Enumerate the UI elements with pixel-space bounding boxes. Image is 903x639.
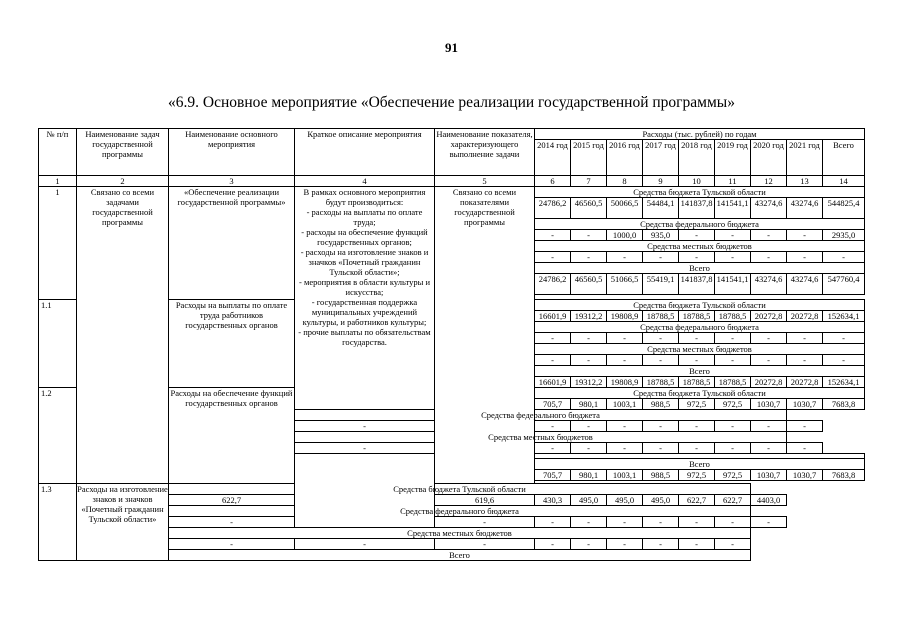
description-line-1: В рамках основного мероприятия будут производиться: [303, 187, 426, 207]
page-number: 91 [445, 40, 458, 55]
header-year-1: 2014 год [535, 140, 571, 176]
value-cell: 20272,8 [787, 377, 823, 388]
value-cell: 7683,8 [823, 470, 865, 481]
value-cell: - [571, 355, 607, 366]
value-cell: - [535, 539, 571, 550]
value-cell: - [435, 517, 535, 528]
value-cell: - [571, 421, 607, 432]
value-cell: - [607, 421, 643, 432]
value-cell: 18788,5 [643, 311, 679, 322]
header-year-2: 2015 год [571, 140, 607, 176]
value-cell: - [679, 230, 715, 241]
row-1-description [295, 187, 435, 410]
value-cell: 54484,1 [643, 198, 679, 219]
description-line-4: - расходы на изготовление знаков и значков «Почетный гражданин Тульской области»; [300, 247, 429, 277]
column-number-1: 1 [39, 176, 77, 187]
value-cell: 19312,2 [571, 377, 607, 388]
header-year-3: 2016 год [607, 140, 643, 176]
header-indicator: Наименование показателя, характеризующего выполнение задачи [435, 129, 535, 176]
column-number-7: 7 [571, 176, 607, 187]
value-cell: - [295, 421, 435, 432]
value-cell: 152634,1 [823, 377, 865, 388]
value-cell: 705,7 [535, 470, 571, 481]
value-cell: - [679, 443, 715, 454]
value-cell: - [715, 252, 751, 263]
row-1-indicator: Связано со всеми показателями государственной программы [435, 187, 535, 484]
value-cell: 430,3 [535, 495, 571, 506]
row-1-3-source-federal: Средства федерального бюджета [169, 506, 751, 517]
row-1-1-measure: Расходы на выплаты по оплате труда работников государственных органов [169, 300, 295, 388]
value-cell: - [751, 333, 787, 344]
value-cell: 19808,9 [607, 311, 643, 322]
row-1-2-source-local: Средства местных бюджетов [295, 432, 787, 443]
value-cell: 1030,7 [751, 399, 787, 410]
row-1-3-num: 1.3 [39, 484, 77, 561]
description-line-3: - расходы на обеспечение функций государственных органов; [301, 227, 428, 247]
value-cell: - [435, 539, 535, 550]
value-cell: 141541,1 [715, 198, 751, 219]
value-cell: - [787, 421, 823, 432]
value-cell: - [607, 355, 643, 366]
value-cell: - [571, 517, 607, 528]
value-cell: 972,5 [715, 470, 751, 481]
description-line-6: - государственная поддержка муниципальных учреждений культуры, и работников культуры; [302, 297, 427, 327]
value-cell: - [787, 230, 823, 241]
value-cell: - [679, 539, 715, 550]
header-year-4: 2017 год [643, 140, 679, 176]
value-cell: - [787, 333, 823, 344]
row-1-total-label: Всего [535, 263, 865, 274]
value-cell: 46560,5 [571, 198, 607, 219]
value-cell: - [751, 517, 787, 528]
header-year-7: 2020 год [751, 140, 787, 176]
value-cell: - [715, 443, 751, 454]
column-number-10: 10 [679, 176, 715, 187]
value-cell: 43274,6 [787, 274, 823, 295]
value-cell: - [751, 421, 787, 432]
row-1-1-num: 1.1 [39, 300, 77, 388]
row-1-task: Связано со всеми задачами государственной программы [77, 187, 169, 484]
value-cell: - [823, 355, 865, 366]
value-cell: - [715, 230, 751, 241]
value-cell: 18788,5 [679, 377, 715, 388]
value-cell: - [787, 355, 823, 366]
value-cell: 19312,2 [571, 311, 607, 322]
value-cell: - [535, 355, 571, 366]
value-cell: 152634,1 [823, 311, 865, 322]
value-cell: - [643, 333, 679, 344]
value-cell: 141541,1 [715, 274, 751, 295]
value-cell: - [535, 252, 571, 263]
value-cell: 141837,8 [679, 274, 715, 295]
value-cell: - [535, 443, 571, 454]
value-cell: - [823, 333, 865, 344]
value-cell: - [295, 539, 435, 550]
value-cell: 619,6 [435, 495, 535, 506]
row-1-1-source-federal: Средства федерального бюджета [535, 322, 865, 333]
row-1-source-regional: Средства бюджета Тульской области [535, 187, 865, 198]
value-cell: 495,0 [643, 495, 679, 506]
header-description: Краткое описание мероприятия [295, 129, 435, 176]
value-cell: - [607, 539, 643, 550]
value-cell: - [715, 355, 751, 366]
header-year-5: 2018 год [679, 140, 715, 176]
value-cell: 980,1 [571, 399, 607, 410]
value-cell: - [571, 230, 607, 241]
column-number-5: 5 [435, 176, 535, 187]
value-cell: 16601,9 [535, 311, 571, 322]
row-1-measure: «Обеспечение реализации государственной программы» [169, 187, 295, 300]
value-cell: 622,7 [679, 495, 715, 506]
row-1-num: 1 [39, 187, 77, 300]
value-cell: 622,7 [169, 495, 295, 506]
value-cell: 622,7 [715, 495, 751, 506]
value-cell: - [715, 539, 751, 550]
value-cell: 4403,0 [751, 495, 787, 506]
value-cell: 1003,1 [607, 399, 643, 410]
column-number-9: 9 [643, 176, 679, 187]
value-cell: - [643, 421, 679, 432]
value-cell: 2935,0 [823, 230, 865, 241]
value-cell: 43274,6 [751, 198, 787, 219]
value-cell: - [643, 355, 679, 366]
value-cell: 18788,5 [715, 311, 751, 322]
value-cell: - [679, 421, 715, 432]
value-cell: - [751, 252, 787, 263]
value-cell: 55419,1 [643, 274, 679, 295]
row-1-1-total-label: Всего [535, 366, 865, 377]
value-cell: - [643, 443, 679, 454]
value-cell: 24786,2 [535, 198, 571, 219]
value-cell: 20272,8 [751, 377, 787, 388]
description-line-7: - прочие выплаты по обязательствам государства. [298, 327, 431, 347]
value-cell: 141837,8 [679, 198, 715, 219]
value-cell: 50066,5 [607, 198, 643, 219]
column-number-14: 14 [823, 176, 865, 187]
header-year-6: 2019 год [715, 140, 751, 176]
value-cell: - [169, 539, 295, 550]
value-cell: - [571, 443, 607, 454]
header-num: № п/п [39, 129, 77, 176]
value-cell: 980,1 [571, 470, 607, 481]
value-cell: 43274,6 [751, 274, 787, 295]
value-cell: - [787, 443, 823, 454]
value-cell: - [535, 421, 571, 432]
column-number-8: 8 [607, 176, 643, 187]
value-cell: 972,5 [715, 399, 751, 410]
column-number-6: 6 [535, 176, 571, 187]
value-cell: - [751, 443, 787, 454]
description-line-5: - мероприятия в области культуры и искусства; [298, 277, 430, 297]
value-cell: - [679, 517, 715, 528]
row-1-source-local: Средства местных бюджетов [535, 241, 865, 252]
row-1-2-total-label: Всего [535, 459, 865, 470]
value-cell: 1003,1 [607, 470, 643, 481]
row-1-3-measure: Расходы на изготовление знаков и значков «Почетный гражданин Тульской области» [77, 484, 169, 561]
value-cell: - [679, 333, 715, 344]
value-cell: 935,0 [643, 230, 679, 241]
value-cell: - [607, 333, 643, 344]
row-1-1-source-local: Средства местных бюджетов [535, 344, 865, 355]
value-cell: - [571, 252, 607, 263]
column-number-12: 12 [751, 176, 787, 187]
row-1-1-source-regional: Средства бюджета Тульской области [535, 300, 865, 311]
value-cell: 1000,0 [607, 230, 643, 241]
row-1-3-total-label: Всего [169, 550, 751, 561]
column-number-4: 4 [295, 176, 435, 187]
expenses-table [38, 128, 865, 561]
value-cell: 43274,6 [787, 198, 823, 219]
value-cell: - [715, 333, 751, 344]
header-task: Наименование задач государственной программы [77, 129, 169, 176]
value-cell: 1030,7 [751, 470, 787, 481]
value-cell: 20272,8 [751, 311, 787, 322]
column-number-11: 11 [715, 176, 751, 187]
header-measure: Наименование основного мероприятия [169, 129, 295, 176]
row-1-3-source-local: Средства местных бюджетов [169, 528, 751, 539]
value-cell: 988,5 [643, 399, 679, 410]
value-cell: - [571, 333, 607, 344]
header-expenses: Расходы (тыс. рублей) по годам [535, 129, 865, 140]
value-cell: 18788,5 [643, 377, 679, 388]
section-heading: «6.9. Основное мероприятие «Обеспечение реализации государственной программы» [168, 94, 735, 111]
value-cell: 705,7 [535, 399, 571, 410]
description-line-2: - расходы на выплаты по оплате труда; [306, 207, 423, 227]
value-cell: - [571, 539, 607, 550]
header-year-8: 2021 год [787, 140, 823, 176]
value-cell: - [295, 443, 435, 454]
row-1-2-source-federal: Средства федерального бюджета [295, 410, 787, 421]
value-cell: 46560,5 [571, 274, 607, 295]
value-cell: 547760,4 [823, 274, 865, 295]
header-year-9: Всего [823, 140, 865, 176]
value-cell: - [715, 517, 751, 528]
value-cell: - [607, 517, 643, 528]
row-1-3-source-regional: Средства бюджета Тульской области [169, 484, 751, 495]
value-cell: 544825,4 [823, 198, 865, 219]
column-number-3: 3 [169, 176, 295, 187]
value-cell: - [715, 421, 751, 432]
value-cell: - [643, 539, 679, 550]
value-cell: - [535, 230, 571, 241]
value-cell: 19808,9 [607, 377, 643, 388]
value-cell: - [823, 252, 865, 263]
value-cell: - [751, 355, 787, 366]
row-1-2-measure: Расходы на обеспечение функций государственных органов [169, 388, 295, 484]
value-cell: - [169, 517, 295, 528]
row-1-source-federal: Средства федерального бюджета [535, 219, 865, 230]
value-cell: 51066,5 [607, 274, 643, 295]
value-cell: 495,0 [571, 495, 607, 506]
column-number-2: 2 [77, 176, 169, 187]
value-cell: 1030,7 [787, 399, 823, 410]
value-cell: - [607, 252, 643, 263]
value-cell: - [643, 252, 679, 263]
value-cell: - [535, 333, 571, 344]
value-cell: 24786,2 [535, 274, 571, 295]
value-cell: 972,5 [679, 399, 715, 410]
value-cell: - [535, 517, 571, 528]
value-cell: 16601,9 [535, 377, 571, 388]
row-1-2-num: 1.2 [39, 388, 77, 484]
value-cell: 972,5 [679, 470, 715, 481]
value-cell: - [643, 517, 679, 528]
value-cell: 20272,8 [787, 311, 823, 322]
value-cell: 7683,8 [823, 399, 865, 410]
value-cell: 18788,5 [715, 377, 751, 388]
value-cell: - [679, 252, 715, 263]
value-cell: 18788,5 [679, 311, 715, 322]
value-cell: - [751, 230, 787, 241]
column-number-13: 13 [787, 176, 823, 187]
value-cell: - [679, 355, 715, 366]
row-1-2-source-regional: Средства бюджета Тульской области [535, 388, 865, 399]
value-cell: - [607, 443, 643, 454]
value-cell: 988,5 [643, 470, 679, 481]
value-cell: 495,0 [607, 495, 643, 506]
value-cell: 1030,7 [787, 470, 823, 481]
value-cell: - [787, 252, 823, 263]
